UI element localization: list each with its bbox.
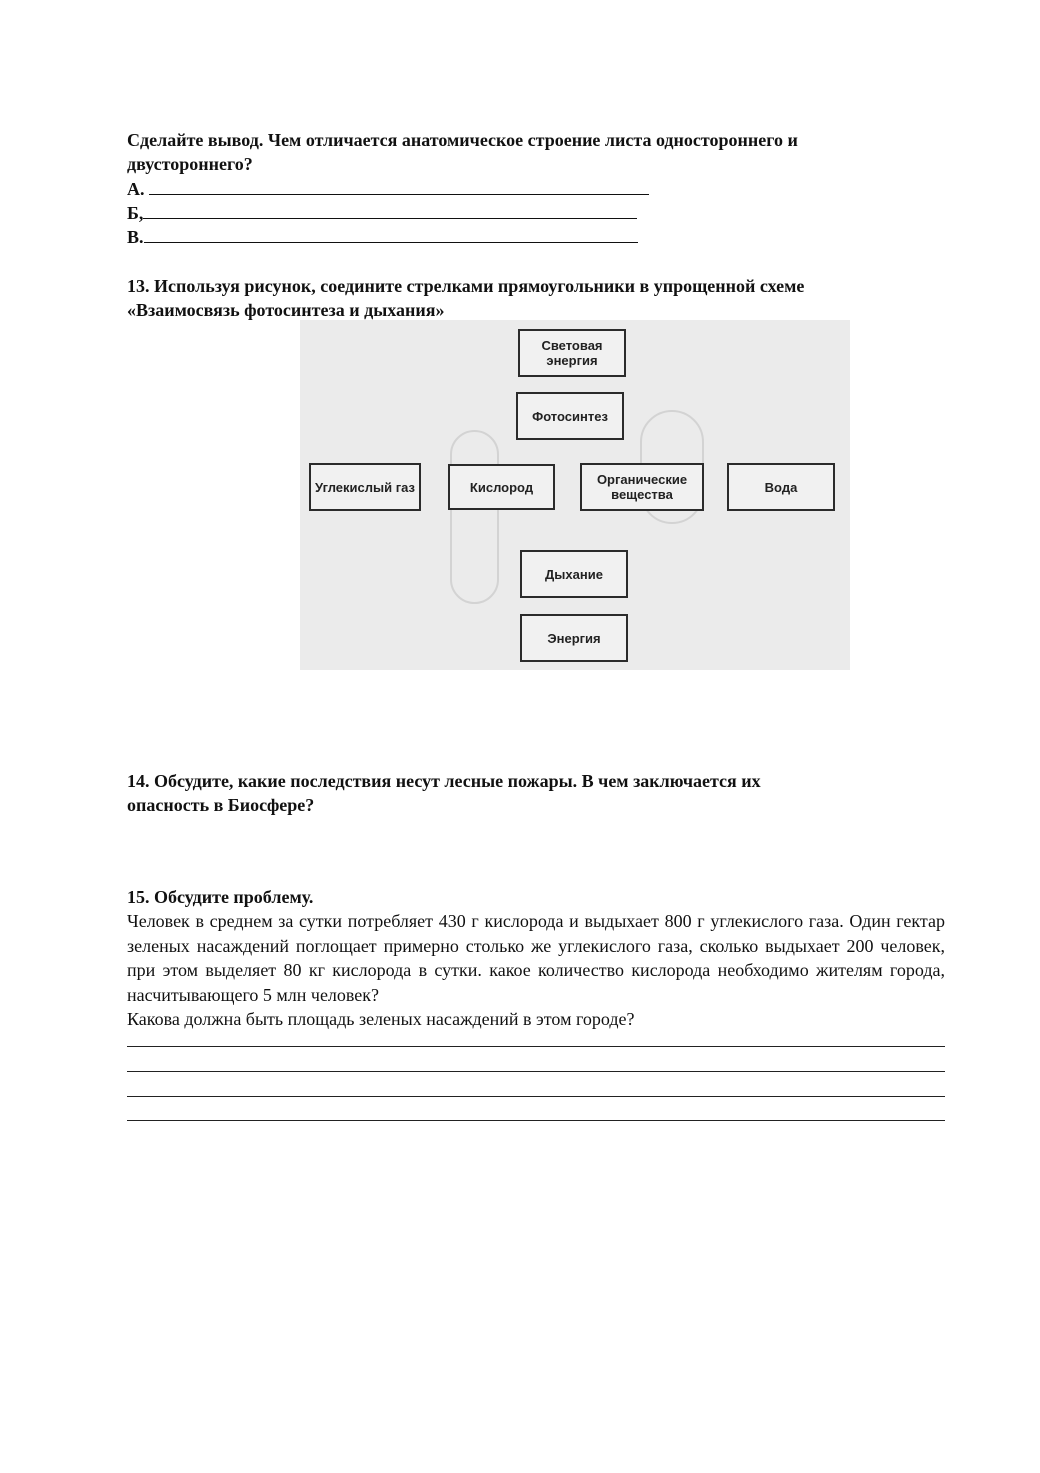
answer-fill-line[interactable] (127, 1071, 945, 1072)
conclusion-question (127, 128, 927, 176)
scan-ghost-shape (450, 430, 499, 604)
box-photosynthesis[interactable]: Фотосинтез (516, 392, 624, 440)
q13-title-line1: 13. Используя рисунок, соедините стрелками прямоугольники в упрощенной схеме (127, 276, 805, 296)
box-light-energy[interactable]: Световая энергия (518, 329, 626, 377)
answer-blank-c[interactable] (144, 227, 638, 243)
answer-fill-line[interactable] (127, 1096, 945, 1097)
answer-line-c[interactable] (127, 225, 638, 249)
q15-problem-body: Человек в среднем за сутки потребляет 430 г кислорода и выдыхает 800 г углекислого газа. Один гектар зеленых насаждений поглощает примерно столько же углекислого газа, сколько выдыхает 200 человек, при этом выделяет 80 кг кислорода в сутки. какое количество кислорода необходимо жителям города, насчитывающего 5 млн человек? (127, 911, 945, 1005)
answer-label-b: Б, (127, 203, 144, 223)
answer-blank-a[interactable] (149, 179, 649, 195)
answer-line-a[interactable] (127, 177, 649, 201)
box-respiration[interactable]: Дыхание (520, 550, 628, 598)
q14-title-line1: 14. Обсудите, какие последствия несут лесные пожары. В чем заключается их (127, 771, 761, 791)
q15-problem-last-line: Какова должна быть площадь зеленых насаждений в этом городе? (127, 1009, 635, 1029)
answer-line-b[interactable] (127, 201, 637, 225)
box-oxygen[interactable]: Кислород (448, 464, 555, 510)
q13-title-line2: «Взаимосвязь фотосинтеза и дыхания» (127, 300, 445, 320)
q14-title (127, 769, 927, 817)
answer-blank-b[interactable] (143, 203, 637, 219)
q15-problem-text (127, 909, 945, 1032)
conclusion-question-text: Сделайте вывод. Чем отличается анатомическое строение листа одностороннего и двустороннего? (127, 130, 798, 174)
q14-title-line2: опасность в Биосфере? (127, 795, 315, 815)
q13-title (127, 274, 927, 322)
answer-fill-line[interactable] (127, 1120, 945, 1121)
photosynthesis-respiration-diagram (300, 320, 850, 670)
box-energy[interactable]: Энергия (520, 614, 628, 662)
answer-label-c: В. (127, 227, 144, 247)
box-carbon-dioxide[interactable]: Углекислый газ (309, 463, 421, 511)
answer-label-a: А. (127, 179, 149, 199)
answer-fill-line[interactable] (127, 1046, 945, 1047)
box-water[interactable]: Вода (727, 463, 835, 511)
box-organic-matter[interactable]: Органические вещества (580, 463, 704, 511)
q15-title: 15. Обсудите проблему. (127, 887, 314, 907)
